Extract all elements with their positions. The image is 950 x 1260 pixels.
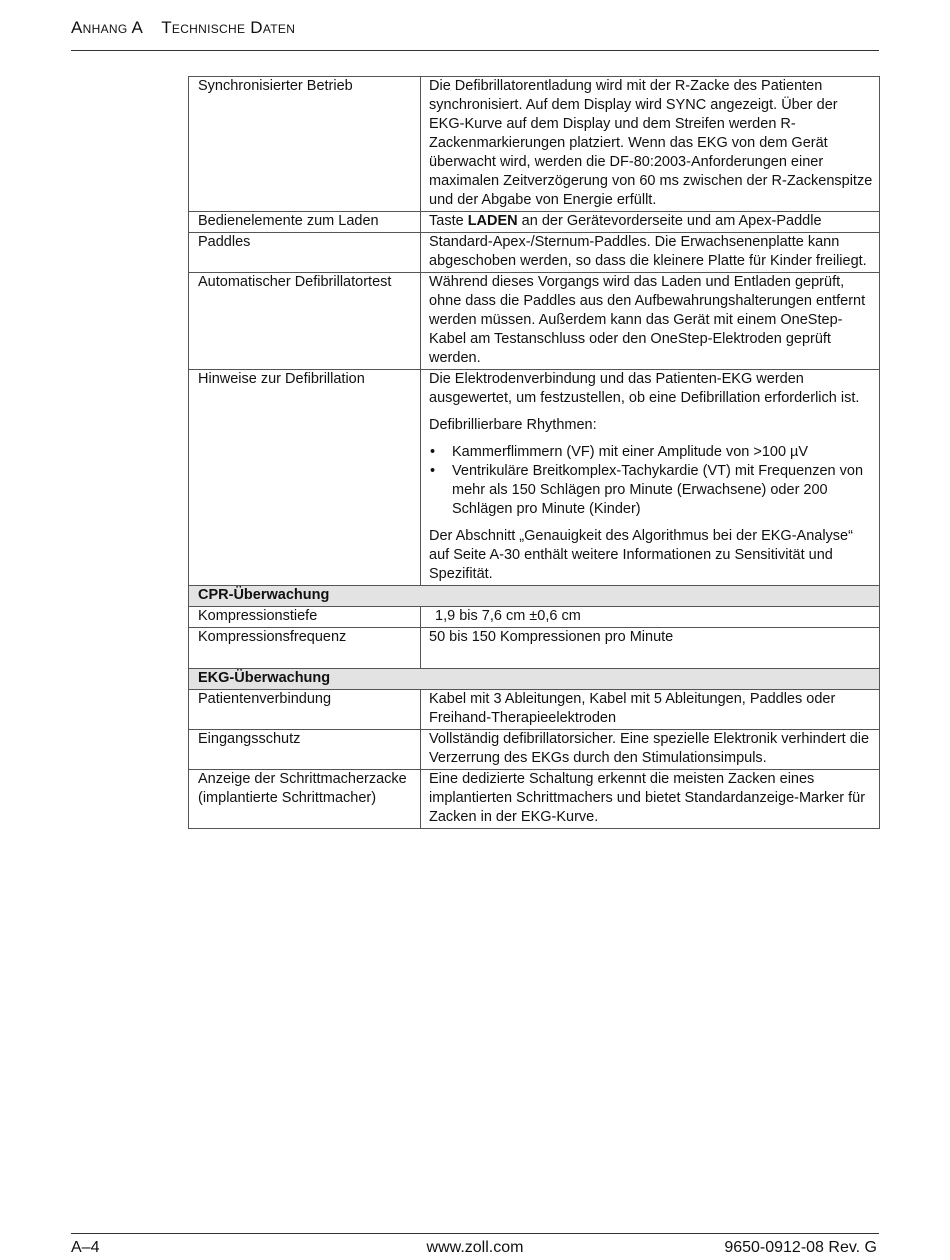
document-number: 9650-0912-08 Rev. G [724,1239,877,1256]
charge-key-name: LADEN [467,213,518,229]
table-row [189,607,880,628]
table-row [189,628,880,669]
table-row [189,690,880,730]
row-value [421,370,880,586]
section-row-cpr [189,586,880,607]
row-label: Kompressionstiefe [189,607,421,628]
row-label: Kompressionsfrequenz [189,628,421,669]
row-label: Hinweise zur Defibrillation [189,370,421,586]
row-label: Eingangsschutz [189,730,421,770]
list-item-text: Ventrikuläre Breitkomplex-Tachykardie (VT) mit Frequenzen von mehr als 150 Schlägen pro Minute (Erwachsene) oder 200 Schlägen pro Minute (Kinder) [452,463,864,517]
row-value [421,212,880,233]
row-label: Bedienelemente zum Laden [189,212,421,233]
section-row-ekg [189,669,880,690]
row-value: Vollständig defibrillatorsicher. Eine spezielle Elektronik verhindert die Verzerrung des EKGs durch den Stimulationsimpuls. [421,730,880,770]
list-item [429,462,875,519]
row-label: Anzeige der Schrittmacherzacke (implantierte Schrittmacher) [189,770,421,829]
bullet-icon: • [430,463,436,479]
bullet-icon: • [430,444,436,460]
advice-note: Der Abschnitt „Genauigkeit des Algorithmus bei der EKG-Analyse“ auf Seite A-30 enthält weitere Informationen zu Sensitivität und Spezifität. [429,528,853,582]
table-row [189,77,880,212]
section-heading: CPR-Überwachung [189,586,880,607]
rhythms-title: Defibrillierbare Rhythmen: [429,417,597,433]
value-text: 1,9 bis 7,6 cm ±0,6 cm [435,608,581,624]
row-label: Synchronisierter Betrieb [189,77,421,212]
section-title: Technische Daten [161,18,296,37]
row-label: Paddles [189,233,421,273]
row-label: Patientenverbindung [189,690,421,730]
rhythms-list [429,443,875,519]
spec-table [188,76,880,829]
appendix-label: Anhang A [71,18,144,37]
table-row [189,770,880,829]
row-value: 50 bis 150 Kompressionen pro Minute [421,628,880,669]
row-value: Standard-Apex-/Sternum-Paddles. Die Erwachsenenplatte kann abgeschoben werden, so dass die kleinere Platte für Kinder freiliegt. [421,233,880,273]
table-row [189,730,880,770]
value-text: an der Gerätevorderseite und am Apex-Paddle [517,213,822,229]
row-label: Automatischer Defibrillatortest [189,273,421,370]
footer-url: www.zoll.com [426,1239,524,1256]
list-item [429,443,875,462]
page-number: A–4 [71,1239,100,1256]
table-row [189,273,880,370]
table-row [189,233,880,273]
section-heading: EKG-Überwachung [189,669,880,690]
footer-divider [71,1233,879,1234]
table-row [189,370,880,586]
header-divider [71,50,879,51]
row-value: Eine dedizierte Schaltung erkennt die meisten Zacken eines implantierten Schrittmachers und bietet Standardanzeige-Marker für Zacken in der EKG-Kurve. [421,770,880,829]
advice-intro: Die Elektrodenverbindung und das Patienten-EKG werden ausgewertet, um festzustellen, ob eine Defibrillation erforderlich ist. [429,371,860,406]
row-value [421,607,880,628]
table-row [189,212,880,233]
row-value: Während dieses Vorgangs wird das Laden und Entladen geprüft, ohne dass die Paddles aus den Aufbewahrungshalterungen entfernt werden müssen. Außerdem kann das Gerät mit einem OneStep-Kabel am Testanschluss oder den OneStep-Elektroden geprüft werden. [421,273,880,370]
row-value: Die Defibrillatorentladung wird mit der R-Zacke des Patienten synchronisiert. Auf dem Display wird SYNC angezeigt. Über der EKG-Kurve auf dem Display und dem Streifen werden R-Zackenmarkierungen platziert. Wenn das EKG von dem Gerät überwacht wird, werden die DF-80:2003-Anforderungen einer maximalen Zeitverzögerung von 60 ms zwischen der R-Zackenspitze und der Abgabe von Energie erfüllt. [421,77,880,212]
row-value: Kabel mit 3 Ableitungen, Kabel mit 5 Ableitungen, Paddles oder Freihand-Therapieelektroden [421,690,880,730]
list-item-text: Kammerflimmern (VF) mit einer Amplitude von >100 µV [452,444,809,460]
page-header [71,18,879,38]
value-text: Taste [429,213,468,229]
